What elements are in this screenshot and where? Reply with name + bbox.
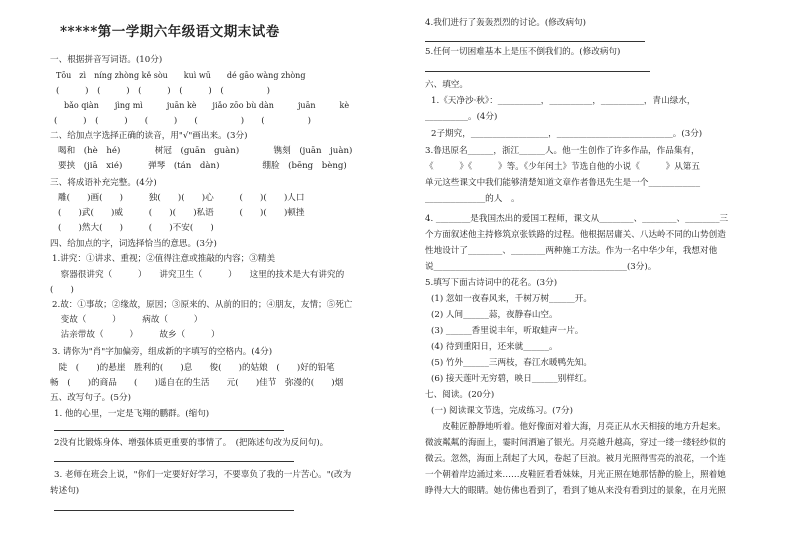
rewrite-q2: 2没有比锻炼身体、增强体质更重要的事情了。 (把陈述句改为反问句)。 — [54, 438, 329, 448]
idiom-row-1[interactable]: 雕( )画( ) 独( )( )心 ( )( )人口 — [58, 193, 305, 203]
section1-heading: 一、根据拼音写词语。(10分) — [50, 55, 163, 65]
rewrite-q3: 3. 老师在班会上说，"你们一定要好好学习，不要辜负了我的一片苦心。"(改为 — [54, 470, 352, 480]
poem-2[interactable]: (2) 人间______蒜，夜静春山空。 — [431, 310, 558, 320]
reading-line-1: 皮鞋匠静静地听着。他好像面对着大海，月亮正从水天相接的地方升起来。 — [425, 422, 726, 432]
s4-question-2: 2.故：①事故；②缘故，原因；③原来的、从前的旧的；④朋友，友情；⑤死亡 — [52, 300, 353, 310]
s4-question-2a[interactable]: 变故（ ） 病故（ ） — [52, 315, 203, 325]
s4-question-1b[interactable]: ( ) — [50, 285, 74, 295]
poem-5[interactable]: (5) 竹外______三两枝，春江水暖鸭先知。 — [431, 358, 592, 368]
left-column — [50, 0, 395, 560]
fill-3d[interactable]: ______________的人 。 — [425, 194, 520, 204]
bracket-row-1[interactable]: ( ) ( ) ( ) ( ) ( ) — [56, 86, 270, 96]
rewrite-q3-cont: 转述句) — [50, 486, 80, 496]
pinyin-row-1: Tōu zì níng zhòng kě sòu kuì wū dé gāo wàng zhòng — [56, 71, 306, 80]
idiom-row-3[interactable]: ( )然大( ) ( )不安( ) — [58, 223, 214, 233]
answer-line-5[interactable] — [425, 71, 650, 72]
s4-question-2b[interactable]: 沾亲带故（ ） 故乡（ ） — [52, 330, 220, 340]
idiom-row-2[interactable]: ( )武( )威 ( )( )私语 ( )( )顿挫 — [58, 208, 305, 218]
section2-heading: 二、给加点字选择正确的读音，用"√"画出来。(3分) — [50, 131, 248, 141]
s4-question-1: 1.讲究：①讲求、重视；②值得注意或推敲的内容；③精美 — [52, 254, 276, 264]
reading-line-2: 微波粼粼的海面上，霎时间洒遍了银光。月亮越升越高，穿过一缕一缕轻纱似的 — [425, 438, 726, 448]
poem-1[interactable]: (1) 忽如一夜春风来，千树万树______开。 — [431, 294, 592, 304]
section2-line-2[interactable]: 要挟 (jiā xié) 弹琴 (tán dàn) 绷脸 (bēng bèng) — [58, 161, 347, 171]
reading-line-5: 睁得大大的眼睛。她仿佛也看到了，看到了她从来没有看到过的景象，在月光照 — [425, 486, 726, 496]
right-column — [425, 0, 760, 560]
s4-question-3a[interactable]: 陡 ( )的悬崖 胜利的( )息 俊( )的姑娘 ( )好的铅笔 — [50, 363, 335, 373]
answer-line-3[interactable] — [54, 510, 294, 511]
s4-question-3: 3. 请你为"肖"字加偏旁，组成新的字填写的空格内。(4分) — [52, 347, 273, 357]
rewrite-q5: 5.任何一切困难基本上是压不倒我们的。(修改病句) — [425, 47, 621, 57]
section6-heading: 六、填空。 — [425, 80, 468, 90]
rewrite-q4: 4.我们进行了轰轰烈烈的讨论。(修改病句) — [425, 18, 586, 28]
section7-heading: 七、阅读。(20分) — [425, 390, 495, 400]
rewrite-q1: 1. 他的心里，一定是飞翔的鹏群。(缩句) — [54, 409, 210, 419]
fill-4d[interactable]: 说_____________________________________________(3分)。 — [425, 262, 657, 272]
fill-3b[interactable]: 《 》《 》等。《少年闰土》节选自他的小说《 》从第五 — [425, 162, 700, 172]
bracket-row-2[interactable]: ( ) ( ) ( ) ( ) ( ) — [54, 116, 311, 126]
page-title: *****第一学期六年级语文期末试卷 — [60, 24, 280, 40]
poem-6[interactable]: (6) 接天莲叶无穷碧，映日______别样红。 — [431, 374, 592, 384]
poem-3[interactable]: (3) ______香里说丰年，听取蛙声一片。 — [431, 326, 584, 336]
reading-subheading: (一) 阅读课文节选，完成练习。(7分) — [431, 406, 573, 416]
answer-line-1[interactable] — [54, 430, 284, 431]
fill-3c[interactable]: 单元这些课文中我们能够清楚知道文章作者鲁迅先生是一个____________ — [425, 178, 701, 188]
section5-heading: 五、改写句子。(5分) — [50, 393, 131, 403]
answer-line-4[interactable] — [425, 41, 645, 42]
fill-4b: 个方面叙述他主持修筑京张铁路的过程。他根据居庸关、八达岭不同的山势创造 — [425, 230, 726, 240]
fill-2[interactable]: 2子期究，__________________，___________________________。(3分) — [431, 129, 703, 139]
s4-question-3b[interactable]: 畅 ( )的商品 ( )遥自在的生活 元( )佳节 弥漫的( )烟 — [50, 378, 344, 388]
pinyin-row-2: bǎo qiàn jìng mì juān kè jiǎo zōo bù dàn juān kè — [64, 101, 350, 110]
section4-heading: 四、给加点的字，词选择恰当的意思。(3分) — [50, 239, 217, 249]
fill-1b[interactable]: __________。(4分) — [425, 112, 498, 122]
reading-line-4: 一个朝着岸边涌过来……皮鞋匠看看妹妹，月光正照在她那恬静的脸上，照着她 — [425, 470, 726, 480]
section2-line-1[interactable]: 喝和 (hè hé) 树冠 (guān guàn) 镌刻 (juān juàn) — [58, 146, 353, 156]
fill-4[interactable]: 4. ________是我国杰出的爱国工程师，课文从________、________、________三 — [425, 214, 729, 224]
answer-line-2[interactable] — [54, 461, 294, 462]
fill-1[interactable]: 1.《天净沙·秋》：__________，__________，__________，青山绿水， — [431, 96, 696, 106]
s4-question-1a[interactable]: 察器很讲究（ ） 讲究卫生（ ） 这里的技术是大有讲究的 — [52, 270, 345, 280]
fill-4c[interactable]: 性地设计了________、________两种施工方法。作为一名中华少年，我想对他 — [425, 246, 718, 256]
section3-heading: 三、将成语补充完整。(4分) — [50, 178, 157, 188]
poetry-heading: 5.填写下面古诗词中的花名。(3分) — [425, 278, 558, 288]
poem-4[interactable]: (4) 待到重阳日，还来就______。 — [431, 342, 558, 352]
fill-3[interactable]: 3.鲁迅原名______，浙江______人。他一生创作了许多作品，作品集有， — [425, 146, 700, 156]
reading-line-3: 微云。忽然，海面上刮起了大风，卷起了巨浪。被月光照得雪亮的浪花，一个连 — [425, 454, 726, 464]
